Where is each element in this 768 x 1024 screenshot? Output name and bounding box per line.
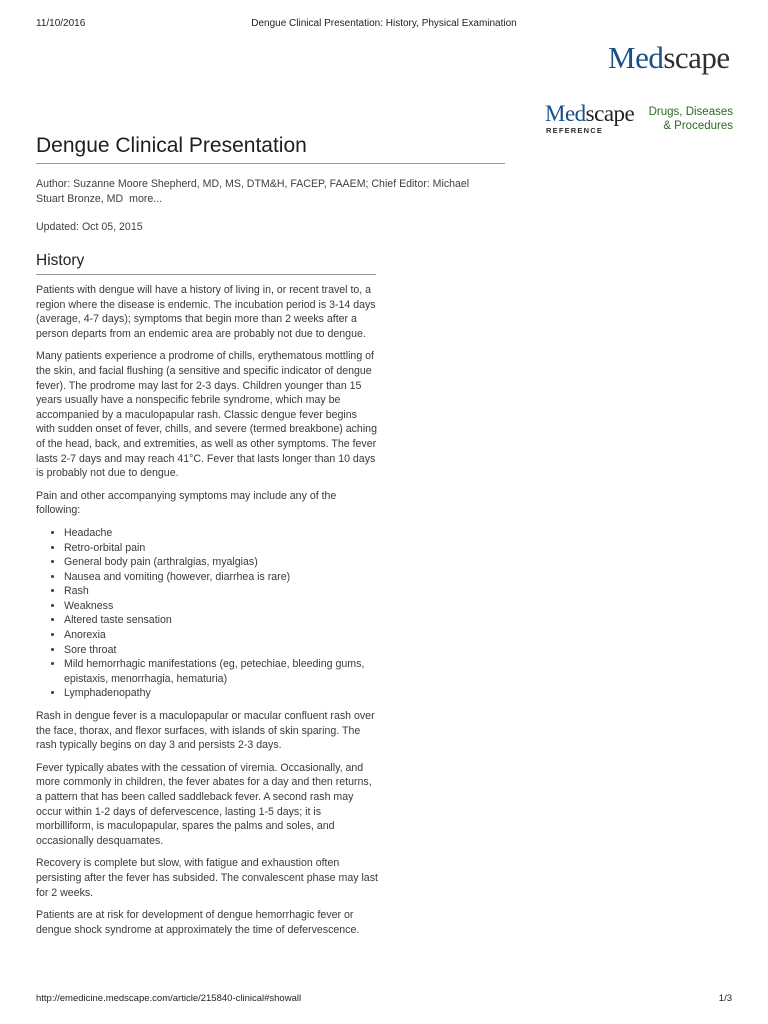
page-url[interactable]: http://emedicine.medscape.com/article/215840-clinical#showall (36, 993, 302, 1004)
list-item: • Headache (64, 526, 378, 541)
reference-logo-scape: scape (585, 101, 635, 126)
section-divider (36, 274, 376, 275)
reference-logo-word (545, 101, 634, 127)
title-divider (36, 163, 505, 164)
medscape-logo[interactable] (608, 40, 730, 76)
list-item: • General body pain (arthralgias, myalgias) (64, 555, 378, 570)
article-title: Dengue Clinical Presentation (36, 134, 307, 157)
paragraph: Rash in dengue fever is a maculopapular or macular confluent rash over the face, thorax, and flexor surfaces, with islands of skin sparing. The rash typically begins on day 3 and persists 2-3 days. (36, 710, 375, 752)
paragraph: Recovery is complete but slow, with fatigue and exhaustion often persisting after the fever has subsided. The convalescent phase may last for 2 weeks. (36, 857, 378, 899)
logo-med: Med (608, 40, 664, 75)
list-item: • Altered taste sensation (64, 613, 378, 628)
list-item: • Weakness (64, 599, 378, 614)
section-heading-history: History (36, 252, 85, 269)
list-item: • Sore throat (64, 643, 378, 658)
more-link[interactable]: more... (129, 193, 163, 205)
list-item: • Rash (64, 584, 378, 599)
reference-logo-med: Med (545, 101, 586, 126)
reference-tagline (648, 105, 733, 133)
print-header (36, 18, 732, 32)
print-page-title: Dengue Clinical Presentation: History, Physical Examination (251, 18, 517, 29)
list-item: • Mild hemorrhagic manifestations (eg, petechiae, bleeding gums, epistaxis, menorrhagia, hematuria) (64, 657, 378, 686)
author-line: Author: Suzanne Moore Shepherd, MD, MS, DTM&H, FACEP, FAAEM; Chief Editor: Michael Stuart Bronze, MD (36, 178, 470, 205)
list-item: • Anorexia (64, 628, 378, 643)
logo-scape: scape (663, 40, 730, 75)
author-info (36, 177, 496, 207)
list-item: • Nausea and vomiting (however, diarrhea is rare) (64, 570, 378, 585)
print-footer (36, 993, 732, 1007)
paragraph: Many patients experience a prodrome of chills, erythematous mottling of the skin, and facial flushing (a sensitive and specific indicator of dengue fever). The prodrome may last for 2-3 days. Children younger than 15 years usually have a nonspecific febrile syndrome, which may be accompanied by a maculopapular rash. Classic dengue fever begins with sudden onset of fever, chills, and severe (termed breakbone) aching of the head, back, and extremities, as well as other symptoms. The fever lasts 2-7 days and may reach 41°C. Fever that lasts longer than 10 days is probably not due to dengue. (36, 350, 377, 480)
list-item: • Retro-orbital pain (64, 541, 378, 556)
print-date: 11/10/2016 (36, 18, 86, 29)
history-content (36, 283, 378, 945)
updated-date: Updated: Oct 05, 2015 (36, 221, 143, 233)
list-item: • Lymphadenopathy (64, 686, 378, 701)
paragraph: Pain and other accompanying symptoms may include any of the following: (36, 489, 337, 517)
medscape-reference-logo[interactable] (545, 101, 735, 136)
tagline-line-1: Drugs, Diseases (648, 106, 733, 118)
tagline-line-2: & Procedures (663, 120, 733, 132)
symptom-list (36, 526, 378, 701)
paragraph: Patients are at risk for development of dengue hemorrhagic fever or dengue shock syndrome at approximately the time of defervescence. (36, 909, 360, 936)
paragraph: Fever typically abates with the cessation of viremia. Occasionally, and more commonly in children, the fever abates for a day and then returns, a pattern that has been called saddleback fever. A second rash may occur within 1-2 days of defervescence, lasting 1-5 days; it is morbilliform, is maculopapular, spares the palms and soles, and occasionally desquamates. (36, 761, 372, 847)
paragraph: Patients with dengue will have a history of living in, or recent travel to, a region where the disease is endemic. The incubation period is 3-14 days (average, 4-7 days); symptoms that begin more than 2 weeks after a person departs from an endemic area are probably not due to dengue. (36, 284, 376, 340)
reference-logo-sub: REFERENCE (546, 126, 604, 135)
page-number: 1/3 (718, 993, 732, 1004)
